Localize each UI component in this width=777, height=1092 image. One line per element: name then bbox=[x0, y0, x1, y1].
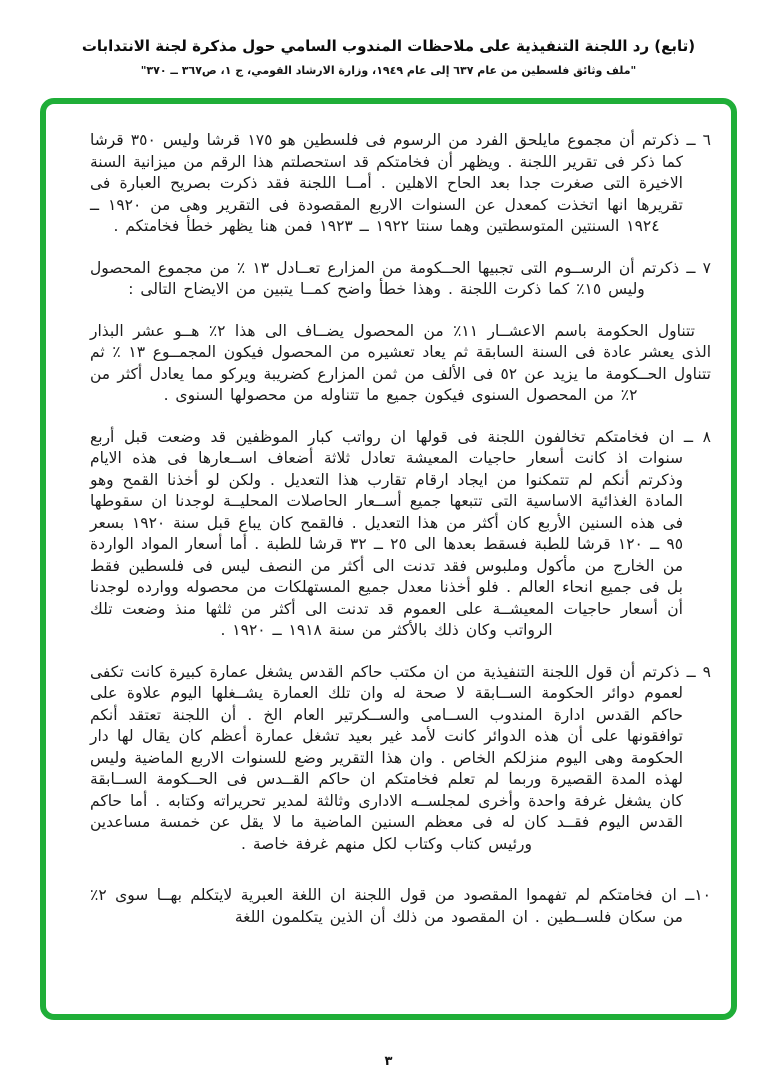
document-header bbox=[0, 0, 777, 77]
paragraph-10-text: ان فخامتكم لم تفهموا المقصود من قول اللجنة ان اللغة العبرية لايتكلم بهــا سوى ٢٪ من سكان فلســطين . ان المقصود من ذلك أن الذين يتكلمون اللغة bbox=[90, 886, 683, 926]
page-footer bbox=[0, 1050, 777, 1069]
paragraph-7 bbox=[90, 258, 711, 301]
paragraph-8-text: ان فخامتكم تخالفون اللجنة فى قولها ان رواتب كبار الموظفين قد وضعت قبل أربع سنوات اذ كانت أسعار حاجيات المعيشة تعادل ثلاثة أضعاف اســعارها فى هذه الايام وذكرتم أنكم لم تتمكنوا من ايجاد ارقام تقارب هذا التعديل . ولكن لو أخذنا القمح وهو المادة الغذائية الاساسية التى تتبعها جميع أســعار الحاصلات المحليــة لوجدنا ان سقوطها فى هذه السنين الأربع كان أكثر من هذا التعديل . فالقمح كان يباع قبل سنة ١٩٢٠ بسعر ٩٥ ــ ١٢٠ قرشا للطبة فسقط بعدها الى ٢٥ ــ ٣٢ قرشا للطبة . أما أسعار المواد الواردة من الخارج من مأكول وملبوس فقد تدنت الى أكثر من النصف ليس فى فلسطين فقط بل فى جميع انحاء العالم . فلو أخذنا معدل جميع المستهلكات من محصوله ووارده لوجدنا أن أسعار حاجيات المعيشــة على العموم قد تدنت الى أكثر من ثلثها منذ وضعت تلك الرواتب وكان ذلك بالأكثر من سنة ١٩١٨ ــ ١٩٢٠ . bbox=[90, 427, 684, 639]
paragraph-9-text: ذكرتم أن قول اللجنة التنفيذية من ان مكتب حاكم القدس يشغل عمارة كبيرة كانت تكفى لعموم دوائر الحكومة الســابقة لا صحة له وان تلك العمارة يشــغلها اليوم علاوة على حاكم القدس ادارة المندوب الســامى والســكرتير العام الخ . أن اللجنة تعتقد أنكم توافقونها على أن هذه الدوائر كانت لأمد غير بعيد تشغل عمارة أعظم كان يقال لها دار الحكومة وهى اليوم منزلكم الخاص . وان هذا التقرير وضع للسنوات الاربع الماضية وليس لهذه المدة القصيرة وربما لم تعلم فخامتكم ان حاكم القــدس فى الحــكومة الســابقة كان يشغل غرفة واحدة وأخرى لمجلســه الادارى وثالثة لمدير تحريراته وكتابه . أما حاكم القدس اليوم فقــد كان له فى معظم السنين الماضية ما لا يقل عن خمسة مساعدين ورئيس كتاب وكتاب لكل منهم غرفة خاصة . bbox=[90, 662, 683, 853]
document-title: (تابع) رد اللجنة التنفيذية على ملاحظات المندوب السامي حول مذكرة لجنة الانتدابات bbox=[81, 37, 696, 55]
paragraph-7-explanation bbox=[90, 321, 711, 407]
paragraph-9-number: ٩ ــ bbox=[686, 662, 711, 681]
paragraph-6-number: ٦ ــ bbox=[686, 131, 711, 149]
paragraph-8-number: ٨ ــ bbox=[683, 427, 711, 446]
paragraph-9 bbox=[90, 662, 711, 856]
paragraph-7-text: ذكرتم أن الرســوم التى تجبيها الحــكومة من المزارع تعــادل ١٣ ٪ من مجموع المحصول وليس ١٥٪ كما ذكرت اللجنة . وهذا خطأ واضح كمــا يتبين من الايضاح التالى : bbox=[90, 258, 680, 298]
paragraph-10-number: ١٠ــ bbox=[685, 886, 711, 904]
paragraph-10 bbox=[90, 885, 711, 928]
paragraph-7-explanation-text: تتناول الحكومة باسم الاعشــار ١١٪ من المحصول يضــاف الى هذا ٢٪ هــو عشر البذار الذى يعشر عادة فى السنة السابقة ثم يعاد تعشيره من المحصول فيكون المجمــوع ١٣ ٪ ثم تتناول الحــكومة ما يزيد عن ٥٢ فى الألف من ثمن المزارع كضريبة ويركو مما يعادل أكثر من ٢٪ من المحصول السنوى فيكون جميع ما تتناوله من محصولها السنوى . bbox=[90, 321, 712, 404]
paragraph-8 bbox=[90, 427, 711, 642]
page-number: ٣ bbox=[384, 1054, 393, 1069]
content-frame bbox=[40, 98, 737, 1020]
paragraph-7-number: ٧ ــ bbox=[686, 258, 711, 277]
paragraph-6 bbox=[90, 130, 711, 238]
paragraph-6-text: ذكرتم أن مجموع مايلحق الفرد من الرسوم فى فلسطين هو ١٧٥ قرشا وليس ٣٥٠ قرشا كما ذكر فى تقرير اللجنة . ويظهر أن فخامتكم قد استحصلتم هذا الرقم من ميزانية السنة الاخيرة التى صغرت جدا بعد الحاح الاهلين . أمــا اللجنة فقد ذكرت بصريح العبارة فى تقريرها انها اتخذت كمعدل عن السنوات الاربع المقصودة فى التقرير وهى من ١٩٢٠ ــ ١٩٢٤ السنتين المتوسطتين وهما سنتا ١٩٢٢ ــ ١٩٢٣ فمن هنا يظهر خطأ فخامتكم . bbox=[90, 131, 683, 235]
document-source-line: "ملف وثائق فلسطين من عام ٦٣٧ إلى عام ١٩٤٩، وزارة الارشاد القومي، ج ١، ص٣٦٧ ــ ٣٧٠" bbox=[140, 64, 637, 77]
